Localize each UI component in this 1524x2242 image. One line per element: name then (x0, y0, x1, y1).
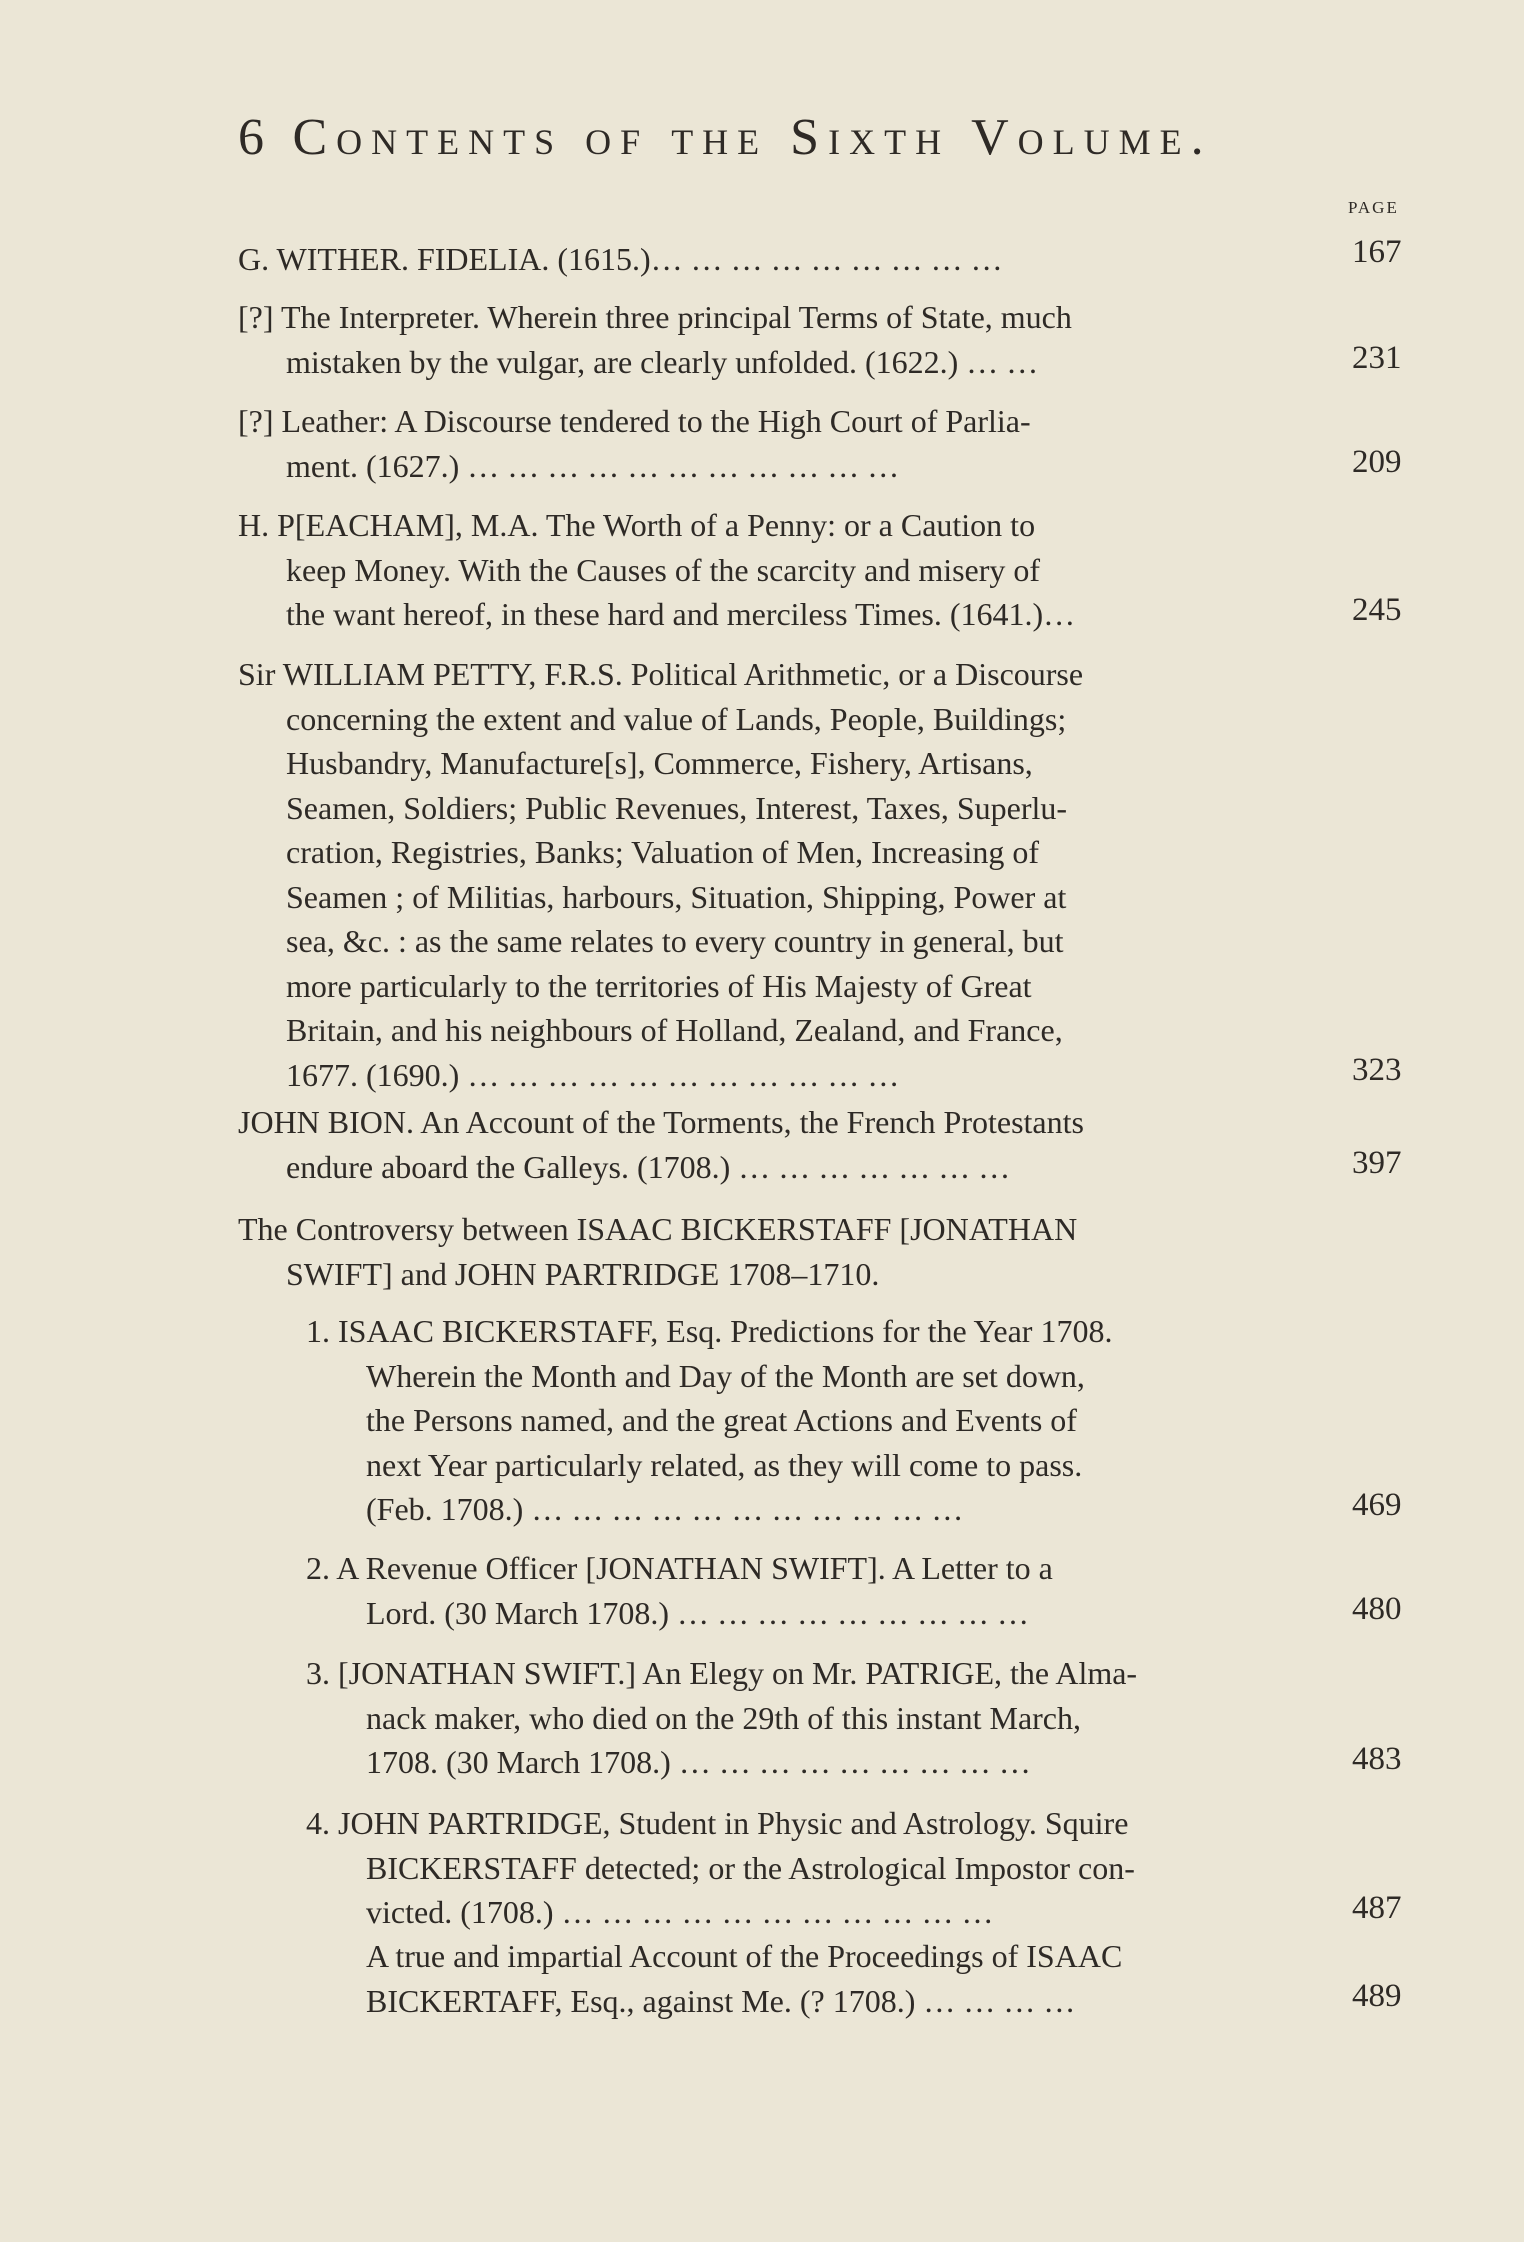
entry-line: The Controversy between ISAAC BICKERSTAFF [JONATHAN (238, 1211, 1078, 1247)
entry-line: the Persons named, and the great Actions and Events of (366, 1402, 1077, 1438)
entry-line: (Feb. 1708.) … … … … … … … … … … … (366, 1491, 964, 1527)
entry-line: Britain, and his neighbours of Holland, Zealand, and France, (286, 1012, 1063, 1048)
entry-line: more particularly to the territories of His Majesty of Great (286, 967, 1032, 1004)
entry-page-number: 167 (1352, 234, 1402, 270)
entry-line: sea, &c. : as the same relates to every country in general, but (286, 923, 1064, 959)
entry-page-number: 480 (1352, 1591, 1402, 1627)
page-title: Contents of the Sixth Volume. (292, 109, 1213, 166)
entry-line: endure aboard the Galleys. (1708.) … … … … … … … (286, 1148, 1011, 1185)
contents-entry (238, 237, 1003, 282)
entry-line: BICKERTAFF, Esq., against Me. (? 1708.) … … … … (366, 1982, 1076, 2019)
entry-page-number: 489 (1352, 1978, 1402, 2014)
contents-subentry (306, 1546, 1053, 1635)
contents-subentry (306, 1309, 1112, 1532)
entry-page-number: 397 (1352, 1145, 1402, 1181)
entry-line: 4. JOHN PARTRIDGE, Student in Physic and Astrology. Squire (306, 1805, 1129, 1841)
running-header (238, 108, 1213, 167)
entry-line: 1708. (30 March 1708.) … … … … … … … … … (366, 1744, 1031, 1780)
entry-line: [?] The Interpreter. Wherein three principal Terms of State, much (238, 299, 1072, 335)
entry-page-number: 483 (1352, 1741, 1402, 1777)
entry-line: H. P[EACHAM], M.A. The Worth of a Penny: or a Caution to (238, 507, 1036, 543)
contents-entry (238, 652, 1083, 1097)
entry-line: 2. A Revenue Officer [JONATHAN SWIFT]. A Letter to a (306, 1550, 1053, 1586)
entry-line: Seamen, Soldiers; Public Revenues, Interest, Taxes, Superlu- (286, 789, 1068, 826)
contents-subentry (306, 1651, 1137, 1785)
entry-line: 3. [JONATHAN SWIFT.] An Elegy on Mr. PATRIGE, the Alma- (306, 1655, 1138, 1691)
entry-line: concerning the extent and value of Lands, People, Buildings; (286, 700, 1067, 737)
page-column-label: PAGE (1348, 198, 1399, 217)
entry-page-number: 231 (1352, 340, 1402, 376)
entry-line: 1677. (1690.) … … … … … … … … … … … (286, 1056, 900, 1093)
entry-line: nack maker, who died on the 29th of this instant March, (366, 1699, 1081, 1736)
entry-line: Lord. (30 March 1708.) … … … … … … … … … (366, 1594, 1030, 1631)
entry-line: Seamen ; of Militias, harbours, Situation, Shipping, Power at (286, 878, 1067, 915)
entry-page-number: 487 (1352, 1890, 1402, 1926)
entry-line: victed. (1708.) … … … … … … … … … … … (366, 1894, 994, 1930)
entry-line: Wherein the Month and Day of the Month are set down, (366, 1357, 1085, 1394)
entry-line: Sir WILLIAM PETTY, F.R.S. Political Arithmetic, or a Discourse (238, 656, 1084, 692)
entry-page-number: 245 (1352, 592, 1402, 628)
entry-line: Husbandry, Manufacture[s], Commerce, Fishery, Artisans, (286, 745, 1033, 781)
entry-line: JOHN BION. An Account of the Torments, the French Protestants (238, 1104, 1084, 1140)
entry-line: the want hereof, in these hard and merciless Times. (1641.)… (286, 596, 1076, 632)
contents-entry (238, 399, 1031, 488)
entry-line: SWIFT] and JOHN PARTRIDGE 1708–1710. (286, 1255, 880, 1292)
contents-subentry (366, 1934, 1122, 2023)
entry-line: mistaken by the vulgar, are clearly unfolded. (1622.) … … (286, 343, 1039, 380)
contents-entry (238, 295, 1072, 384)
entry-line: [?] Leather: A Discourse tendered to the High Court of Parlia- (238, 403, 1031, 439)
entry-page-number: 323 (1352, 1052, 1402, 1088)
page-number: 6 (238, 109, 265, 166)
contents-entry (238, 503, 1076, 637)
entry-line: next Year particularly related, as they will come to pass. (366, 1446, 1083, 1483)
entry-line: BICKERSTAFF detected; or the Astrological Impostor con- (366, 1849, 1135, 1886)
entry-line: 1. ISAAC BICKERSTAFF, Esq. Predictions for the Year 1708. (306, 1313, 1113, 1349)
entry-line: cration, Registries, Banks; Valuation of Men, Increasing of (286, 834, 1040, 870)
entry-line: keep Money. With the Causes of the scarcity and misery of (286, 551, 1041, 588)
entry-page-number: 469 (1352, 1487, 1402, 1523)
entry-line: G. WITHER. FIDELIA. (1615.)… … … … … … … … … (238, 241, 1003, 277)
contents-subentry (306, 1801, 1135, 1935)
contents-entry (238, 1100, 1084, 1189)
entry-line: ment. (1627.) … … … … … … … … … … … (286, 447, 900, 484)
entry-page-number: 209 (1352, 444, 1402, 480)
entry-line: A true and impartial Account of the Proceedings of ISAAC (366, 1938, 1123, 1974)
contents-section-heading (238, 1207, 1077, 1296)
